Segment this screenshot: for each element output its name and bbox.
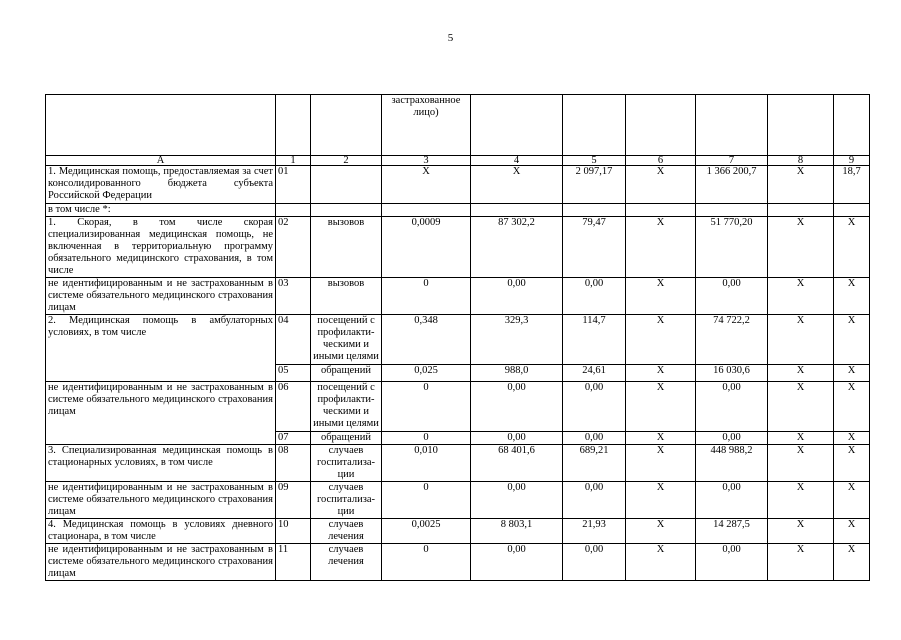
cell-col3: 0,025 <box>382 365 471 382</box>
table-row <box>46 519 870 544</box>
cell-col8: Х <box>768 365 834 382</box>
cell-col4: 0,00 <box>471 382 563 432</box>
cell-col6: Х <box>626 445 696 482</box>
cell-col3: Х <box>382 166 471 204</box>
row-code: 04 <box>276 315 311 365</box>
cell-col4: 0,00 <box>471 482 563 519</box>
row-unit: вызовов <box>311 217 382 278</box>
row-name: не идентифицированным и не застрахованным в системе обязательного медицинского страхования лицам <box>46 482 276 519</box>
cell-col3: 0 <box>382 544 471 581</box>
col-index: 7 <box>696 156 768 166</box>
cell-col7: 16 030,6 <box>696 365 768 382</box>
cell-col6: Х <box>626 432 696 445</box>
cell-col7: 0,00 <box>696 432 768 445</box>
row-code: 01 <box>276 166 311 204</box>
row-code: 03 <box>276 278 311 315</box>
cell-col8: Х <box>768 544 834 581</box>
cell-col8: Х <box>768 519 834 544</box>
col-index: 6 <box>626 156 696 166</box>
row-code: 06 <box>276 382 311 432</box>
header-fragment: застрахованное лицо) <box>382 95 471 156</box>
cell-col5: 0,00 <box>563 278 626 315</box>
row-name: не идентифицированным и не застрахованным в системе обязательного медицинского страхования лицам <box>46 382 276 445</box>
cell-col3: 0,348 <box>382 315 471 365</box>
row-unit: случаев госпитализа-ции <box>311 445 382 482</box>
col-index: А <box>46 156 276 166</box>
row-unit: случаев лечения <box>311 544 382 581</box>
cell-col9: Х <box>834 365 870 382</box>
cell-col9: Х <box>834 544 870 581</box>
table-row <box>46 204 870 217</box>
cell-col3: 0,010 <box>382 445 471 482</box>
cell-col9: Х <box>834 432 870 445</box>
cell-col4: Х <box>471 166 563 204</box>
cell-col7: 1 366 200,7 <box>696 166 768 204</box>
col-index: 3 <box>382 156 471 166</box>
row-name: 4. Медицинская помощь в условиях дневного стационара, в том числе <box>46 519 276 544</box>
col-index: 9 <box>834 156 870 166</box>
row-code: 11 <box>276 544 311 581</box>
cell-col4: 988,0 <box>471 365 563 382</box>
cell-col8: Х <box>768 482 834 519</box>
cell-col7: 51 770,20 <box>696 217 768 278</box>
row-unit: обращений <box>311 365 382 382</box>
data-table <box>45 94 870 581</box>
cell-col6: Х <box>626 482 696 519</box>
cell-col6: Х <box>626 166 696 204</box>
row-name: 1. Скорая, в том числе скорая специализированная медицинская помощь, не включенная в территориальную программу обязательного медицинского страхования, в том числе <box>46 217 276 278</box>
cell-col9: Х <box>834 382 870 432</box>
col-index: 4 <box>471 156 563 166</box>
table-row <box>46 445 870 482</box>
table-row <box>46 544 870 581</box>
cell-col3: 0 <box>382 278 471 315</box>
row-unit: посещений с профилакти-ческими и иными целями <box>311 315 382 365</box>
cell-col6: Х <box>626 365 696 382</box>
row-code: 02 <box>276 217 311 278</box>
col-index: 5 <box>563 156 626 166</box>
row-code: 07 <box>276 432 311 445</box>
cell-col4: 0,00 <box>471 432 563 445</box>
page-number: 5 <box>447 32 454 44</box>
row-name: 1. Медицинская помощь, предоставляемая за счет консолидированного бюджета субъекта Российской Федерации <box>46 166 276 204</box>
cell-col6: Х <box>626 217 696 278</box>
header-row <box>46 95 870 156</box>
col-index: 1 <box>276 156 311 166</box>
row-code: 08 <box>276 445 311 482</box>
row-unit: случаев лечения <box>311 519 382 544</box>
cell-col8: Х <box>768 278 834 315</box>
table-row <box>46 166 870 204</box>
cell-col4: 329,3 <box>471 315 563 365</box>
cell-col3: 0 <box>382 482 471 519</box>
cell-col8: Х <box>768 315 834 365</box>
table-row <box>46 217 870 278</box>
table-row <box>46 315 870 365</box>
table-row <box>46 278 870 315</box>
cell-col4: 87 302,2 <box>471 217 563 278</box>
cell-col3: 0,0025 <box>382 519 471 544</box>
cell-col5: 0,00 <box>563 382 626 432</box>
cell-col5: 0,00 <box>563 432 626 445</box>
cell-col4: 8 803,1 <box>471 519 563 544</box>
cell-col9: Х <box>834 482 870 519</box>
row-name: в том числе *: <box>46 204 276 217</box>
table-row <box>46 382 870 432</box>
table-row <box>46 482 870 519</box>
column-index-row <box>46 156 870 166</box>
cell-col7: 0,00 <box>696 544 768 581</box>
cell-col5: 2 097,17 <box>563 166 626 204</box>
col-index: 8 <box>768 156 834 166</box>
cell-col5: 21,93 <box>563 519 626 544</box>
row-name: не идентифицированным и не застрахованным в системе обязательного медицинского страхования лицам <box>46 544 276 581</box>
row-unit: посещений с профилакти-ческими и иными целями <box>311 382 382 432</box>
cell-col7: 0,00 <box>696 382 768 432</box>
cell-col8: Х <box>768 382 834 432</box>
row-name: не идентифицированным и не застрахованным в системе обязательного медицинского страхования лицам <box>46 278 276 315</box>
cell-col9: Х <box>834 217 870 278</box>
cell-col6: Х <box>626 278 696 315</box>
cell-col6: Х <box>626 519 696 544</box>
cell-col4: 0,00 <box>471 278 563 315</box>
cell-col8: Х <box>768 217 834 278</box>
row-unit: обращений <box>311 432 382 445</box>
cell-col8: Х <box>768 445 834 482</box>
cell-col7: 74 722,2 <box>696 315 768 365</box>
cell-col5: 689,21 <box>563 445 626 482</box>
cell-col9: 18,7 <box>834 166 870 204</box>
cell-col5: 0,00 <box>563 482 626 519</box>
cell-col9: Х <box>834 278 870 315</box>
cell-col4: 68 401,6 <box>471 445 563 482</box>
cell-col5: 114,7 <box>563 315 626 365</box>
row-unit: вызовов <box>311 278 382 315</box>
cell-col8: Х <box>768 166 834 204</box>
cell-col5: 24,61 <box>563 365 626 382</box>
row-unit <box>311 166 382 204</box>
row-name: 2. Медицинская помощь в амбулаторных условиях, в том числе <box>46 315 276 382</box>
row-code: 10 <box>276 519 311 544</box>
cell-col3: 0 <box>382 382 471 432</box>
cell-col8: Х <box>768 432 834 445</box>
row-name: 3. Специализированная медицинская помощь в стационарных условиях, в том числе <box>46 445 276 482</box>
cell-col9: Х <box>834 445 870 482</box>
cell-col6: Х <box>626 315 696 365</box>
cell-col4: 0,00 <box>471 544 563 581</box>
cell-col6: Х <box>626 382 696 432</box>
cell-col9: Х <box>834 519 870 544</box>
cell-col3: 0 <box>382 432 471 445</box>
cell-col7: 0,00 <box>696 482 768 519</box>
cell-col9: Х <box>834 315 870 365</box>
cell-col5: 0,00 <box>563 544 626 581</box>
cell-col7: 14 287,5 <box>696 519 768 544</box>
cell-col6: Х <box>626 544 696 581</box>
cell-col3: 0,0009 <box>382 217 471 278</box>
row-code: 09 <box>276 482 311 519</box>
row-code: 05 <box>276 365 311 382</box>
cell-col7: 448 988,2 <box>696 445 768 482</box>
cell-col7: 0,00 <box>696 278 768 315</box>
cell-col5: 79,47 <box>563 217 626 278</box>
row-unit: случаев госпитализа-ции <box>311 482 382 519</box>
col-index: 2 <box>311 156 382 166</box>
